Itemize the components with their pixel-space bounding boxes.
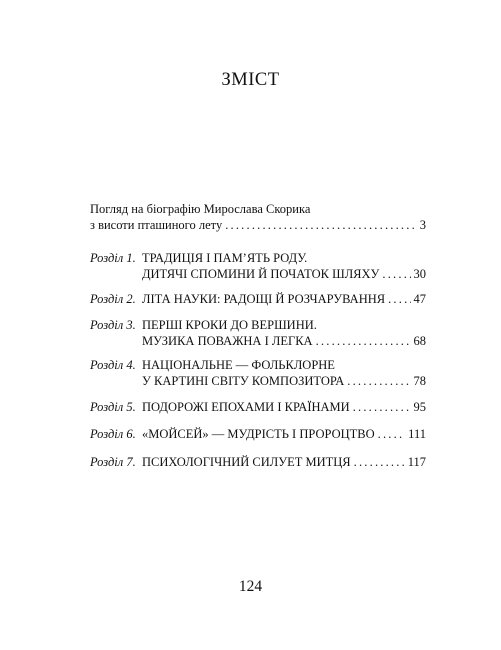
toc-leader-dots bbox=[388, 292, 410, 308]
toc-entry-line2-row bbox=[142, 292, 426, 308]
toc-entry-label: Розділ 4. bbox=[90, 358, 136, 372]
toc-intro-line1: Погляд на біографію Мирослава Скорика bbox=[90, 202, 311, 216]
toc-leader-dots bbox=[382, 267, 410, 283]
toc-entry-line2: «МОЙСЕЙ» — МУДРІСТЬ І ПРОРОЦТВО bbox=[142, 427, 375, 441]
toc-intro-page: 3 bbox=[419, 217, 426, 232]
toc-entry-line1: ТРАДИЦІЯ І ПАМ’ЯТЬ РОДУ. bbox=[142, 251, 308, 265]
toc-leader-dots bbox=[225, 218, 417, 234]
page-number: 124 bbox=[238, 578, 263, 595]
toc-entry-line2: У КАРТИНІ СВІТУ КОМПОЗИТОРА bbox=[142, 373, 345, 388]
toc-entry-label: Розділ 3. bbox=[90, 318, 136, 332]
page-title: ЗМІСТ bbox=[221, 70, 280, 90]
toc-entry-line2: ЛІТА НАУКИ: РАДОЩІ Й РОЗЧАРУВАННЯ bbox=[142, 292, 386, 306]
toc-entry-line2-row bbox=[142, 427, 426, 443]
toc-leader-dots bbox=[378, 427, 406, 443]
toc-entry-label: Розділ 6. bbox=[90, 427, 136, 441]
toc-entry-page: 95 bbox=[413, 400, 426, 414]
toc-entry-line2: ДИТЯЧІ СПОМИНИ Й ПОЧАТОК ШЛЯХУ bbox=[142, 266, 380, 281]
toc-entry-line2-row bbox=[142, 400, 426, 416]
toc-entry-page: 117 bbox=[407, 455, 426, 469]
toc-entry-label: Розділ 5. bbox=[90, 400, 136, 414]
toc-entry-line1: НАЦІОНАЛЬНЕ — ФОЛЬКЛОРНЕ bbox=[142, 358, 335, 372]
toc-entry-label: Розділ 1. bbox=[90, 251, 136, 265]
toc-entry-line2-row bbox=[142, 267, 426, 283]
toc-entry-page: 111 bbox=[408, 427, 426, 441]
toc-entry-line2: ПСИХОЛОГІЧНИЙ СИЛУЕТ МИТЦЯ bbox=[142, 455, 351, 469]
toc-intro-entry bbox=[90, 202, 426, 233]
toc-entry-page: 47 bbox=[413, 292, 426, 306]
toc-entry-line2-row bbox=[142, 334, 426, 350]
toc-entry-label: Розділ 2. bbox=[90, 292, 136, 306]
toc-intro-line2-row bbox=[90, 218, 426, 234]
toc-intro-line2: з висоти пташиного лету bbox=[90, 217, 223, 232]
toc-entry-line2: ПОДОРОЖІ ЕПОХАМИ І КРАЇНАМИ bbox=[142, 400, 350, 414]
toc-leader-dots bbox=[353, 400, 411, 416]
toc-entry-page: 68 bbox=[413, 333, 426, 348]
toc-entry-line2-row bbox=[142, 374, 426, 390]
toc-entry-line2: МУЗИКА ПОВАЖНА І ЛЕГКА bbox=[142, 333, 313, 348]
toc-entry-page: 30 bbox=[413, 266, 426, 281]
toc-leader-dots bbox=[316, 334, 411, 350]
toc-leader-dots bbox=[354, 455, 405, 471]
toc-entry-page: 78 bbox=[413, 373, 426, 388]
toc-entry-line2-row bbox=[142, 455, 426, 471]
toc-entry-label: Розділ 7. bbox=[90, 455, 136, 469]
toc-entry-line1: ПЕРШІ КРОКИ ДО ВЕРШИНИ. bbox=[142, 318, 317, 332]
toc-leader-dots bbox=[347, 374, 410, 390]
